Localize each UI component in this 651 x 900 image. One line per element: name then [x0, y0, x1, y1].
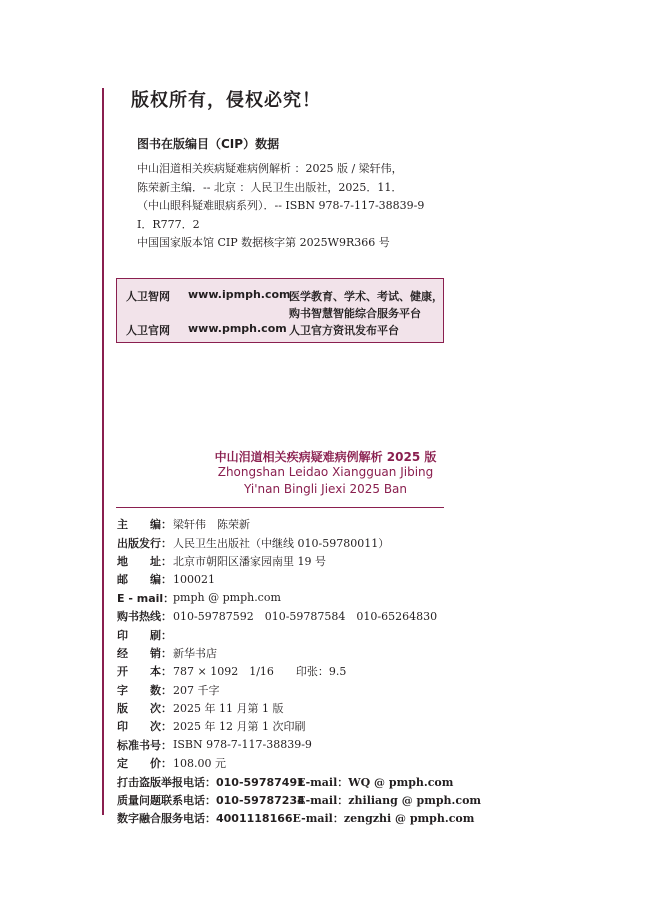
info-label: 地 址：	[117, 554, 172, 568]
platform-url[interactable]: www.ipmph.com	[188, 288, 291, 301]
contact-email: E-mail：WQ @ pmph.com	[297, 775, 454, 789]
info-label: 版 次：	[117, 702, 172, 716]
info-value: 2025 年 11 月第 1 版	[173, 702, 284, 716]
info-label: 字 数：	[117, 683, 172, 697]
info-value: 108.00 元	[173, 757, 226, 771]
book-title-chinese: 中山泪道相关疾病疑难病例解析 2025 版	[214, 450, 437, 464]
platform-info-box	[116, 278, 444, 343]
info-row	[117, 717, 457, 735]
cip-title: 图书在版编目（CIP）数据	[137, 137, 280, 151]
info-label: 邮 编：	[117, 573, 172, 587]
info-value: 207 千字	[173, 683, 220, 697]
book-title-pinyin: Yi'nan Bingli Jiexi 2025 Ban	[243, 482, 408, 496]
info-label: 开 本：	[117, 665, 172, 679]
cip-line: Ⅰ．R777．2	[137, 217, 200, 231]
platform-desc: 购书智慧智能综合服务平台	[289, 307, 421, 320]
copyright-notice: 版权所有，侵权必究！	[131, 90, 321, 111]
info-label: 经 销：	[117, 646, 172, 660]
info-row	[117, 754, 457, 772]
cip-data-block	[137, 160, 467, 253]
info-row	[117, 589, 457, 607]
contact-row	[117, 809, 475, 827]
info-value: ISBN 978-7-117-38839-9	[173, 738, 312, 752]
info-row	[117, 736, 457, 754]
info-row	[117, 681, 457, 699]
contact-email: E-mail：zengzhi @ pmph.com	[292, 812, 475, 826]
platform-url[interactable]: www.pmph.com	[188, 322, 287, 335]
info-row	[117, 533, 457, 551]
publication-info	[117, 515, 482, 828]
info-row	[117, 607, 457, 625]
info-label: 印 刷：	[117, 628, 172, 642]
info-value: 010-59787592 010-59787584 010-65264830	[173, 610, 438, 624]
info-label: 主 编：	[117, 518, 172, 532]
info-row	[117, 570, 457, 588]
info-value: 人民卫生出版社（中继线 010-59780011）	[173, 536, 390, 550]
platform-desc: 人卫官方资讯发布平台	[289, 324, 399, 337]
contact-row	[117, 772, 457, 790]
info-row	[117, 515, 457, 533]
cip-line: （中山眼科疑难眼病系列）．-- ISBN 978-7-117-38839-9	[137, 199, 425, 212]
info-value: pmph @ pmph.com	[173, 591, 281, 605]
info-row	[117, 625, 457, 643]
platform-name: 人卫智网	[126, 290, 170, 303]
info-label: 标准书号：	[117, 738, 172, 752]
info-row	[117, 699, 457, 717]
info-label: 出版发行：	[117, 536, 172, 550]
info-label: 定 价：	[117, 757, 172, 771]
info-value: 787 × 1092 1/16 印张：9.5	[173, 665, 347, 679]
info-value: 2025 年 12 月第 1 次印刷	[173, 720, 306, 734]
cip-line: 陈荣新主编．-- 北京 ：人民卫生出版社，2025．11．	[137, 180, 403, 194]
contact-phone: 数字融合服务电话：4001118166	[117, 812, 293, 826]
info-value: 新华书店	[173, 646, 217, 660]
info-row	[117, 552, 457, 570]
contact-row	[117, 791, 482, 809]
info-value: 100021	[173, 572, 215, 586]
contact-email: E-mail：zhiliang @ pmph.com	[297, 794, 482, 808]
contact-phone: 质量问题联系电话：010-59787234	[117, 794, 305, 808]
info-row	[117, 662, 457, 680]
cip-line: 中国国家版本馆 CIP 数据核字第 2025W9R366 号	[137, 236, 390, 249]
title-divider	[116, 507, 444, 508]
cip-line: 中山泪道相关疾病疑难病例解析 ：2025 版 / 梁轩伟，	[137, 162, 403, 175]
contact-phone: 打击盗版举报电话：010-59787491	[117, 775, 305, 789]
book-title-pinyin: Zhongshan Leidao Xiangguan Jibing	[217, 465, 434, 479]
info-value: 梁轩伟 陈荣新	[173, 518, 250, 532]
info-label: 购书热线：	[117, 610, 172, 624]
info-label: 印 次：	[117, 720, 172, 734]
info-value: 北京市朝阳区潘家园南里 19 号	[173, 554, 326, 568]
info-row	[117, 644, 457, 662]
info-label: E - mail：	[117, 591, 175, 605]
platform-name: 人卫官网	[126, 324, 170, 337]
platform-desc: 医学教育、学术、考试、健康，	[289, 290, 443, 303]
